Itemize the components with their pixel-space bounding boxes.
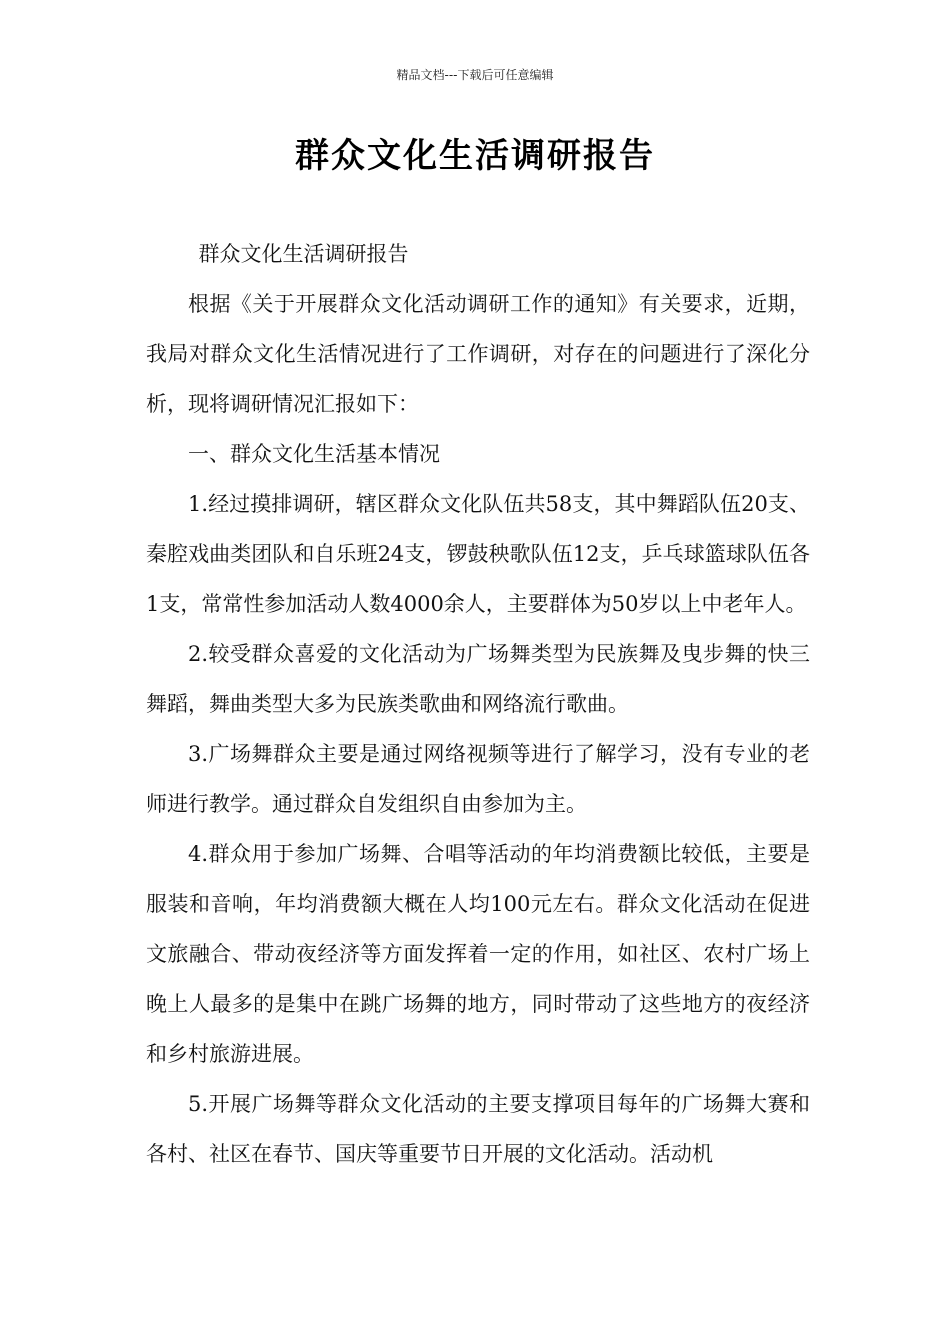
subtitle-paragraph: 群众文化生活调研报告	[198, 242, 409, 266]
item-paragraph-4: 4.群众用于参加广场舞、合唱等活动的年均消费额比较低，主要是服装和音响，年均消费额大概在人均100元左右。群众文化活动在促进文旅融合、带动夜经济等方面发挥着一定的作用，如社区、农村广场上晚上人最多的是集中在跳广场舞的地方，同时带动了这些地方的夜经济和乡村旅游进展。	[146, 842, 810, 1066]
item-paragraph-2: 2.较受群众喜爱的文化活动为广场舞类型为民族舞及曳步舞的快三舞蹈，舞曲类型大多为民族类歌曲和网络流行歌曲。	[146, 642, 810, 716]
header-note: 精品文档---下载后可任意编辑	[396, 68, 554, 82]
item-paragraph-5: 5.开展广场舞等群众文化活动的主要支撑项目每年的广场舞大赛和各村、社区在春节、国庆等重要节日开展的文化活动。活动机	[146, 1092, 810, 1166]
item-paragraph-3: 3.广场舞群众主要是通过网络视频等进行了解学习，没有专业的老师进行教学。通过群众自发组织自由参加为主。	[146, 742, 810, 816]
document-title: 群众文化生活调研报告	[295, 136, 655, 176]
section-heading: 一、群众文化生活基本情况	[188, 442, 440, 466]
document-body	[146, 229, 810, 1179]
intro-paragraph: 根据《关于开展群众文化活动调研工作的通知》有关要求，近期，我局对群众文化生活情况进行了工作调研，对存在的问题进行了深化分析，现将调研情况汇报如下：	[146, 292, 810, 416]
item-paragraph-1: 1.经过摸排调研，辖区群众文化队伍共58支，其中舞蹈队伍20支、秦腔戏曲类团队和自乐班24支，锣鼓秧歌队伍12支，乒乓球篮球队伍各1支，常常性参加活动人数4000余人，主要群体为50岁以上中老年人。	[146, 492, 810, 616]
